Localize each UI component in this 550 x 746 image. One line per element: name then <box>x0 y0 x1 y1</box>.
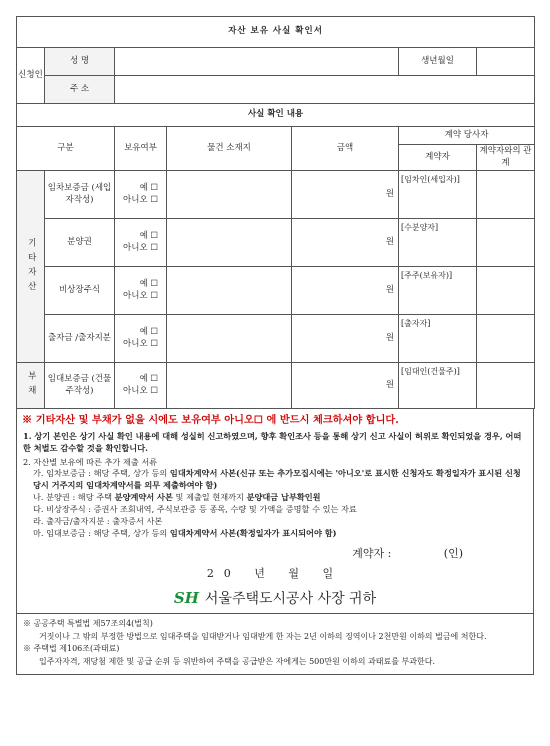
amount-field[interactable]: 원 <box>292 219 399 267</box>
contractor-field[interactable]: [임차인(세입자)] <box>399 171 477 219</box>
law2-body: 입주자자격, 재당첨 제한 및 공급 순위 등 위반하여 주택을 공급받은 자에게는 500만원 이하의 과태료를 부과한다. <box>39 656 435 666</box>
row-item: 임대보증금 (건물주작성) <box>45 363 115 409</box>
contractor-field[interactable]: [주주(보유자)] <box>399 267 477 315</box>
header-location: 물건 소재지 <box>167 127 292 171</box>
relation-field[interactable] <box>477 315 535 363</box>
doc-item-na: 나. 분양권 : 해당 주택 분양계약서 사본 및 제출일 현재까지 분양대금 납부확인원 <box>33 492 321 503</box>
header-owned: 보유여부 <box>115 127 167 171</box>
owned-checkbox[interactable]: 예 ☐ 아니오 ☐ <box>115 315 167 363</box>
statement-section <box>16 409 534 614</box>
owned-checkbox[interactable]: 예 ☐ 아니오 ☐ <box>115 219 167 267</box>
relation-field[interactable] <box>477 267 535 315</box>
amount-field[interactable]: 원 <box>292 171 399 219</box>
signature-line[interactable]: 계약자 : (인) <box>352 546 463 560</box>
name-label: 성 명 <box>45 48 115 76</box>
header-parties: 계약 당사자 <box>399 127 535 145</box>
location-field[interactable] <box>167 315 292 363</box>
contractor-field[interactable]: [수분양자] <box>399 219 477 267</box>
header-category: 구분 <box>17 127 115 171</box>
document-title: 자산 보유 사실 확인서 <box>17 17 535 48</box>
row-item: 임차보증금 (세입자작성) <box>45 171 115 219</box>
asset-row <box>17 171 535 219</box>
recipient-line: SH 서울주택도시공사 사장 귀하 <box>173 588 377 607</box>
location-field[interactable] <box>167 219 292 267</box>
header-amount: 금액 <box>292 127 399 171</box>
law2-title: ※ 주택법 제106조(과태료) <box>23 644 120 654</box>
doc-item-ma: 마. 임대보증금 : 해당 주택, 상가 등의 임대차계약서 사본(확정일자가 표시되어야 함) <box>33 527 337 538</box>
relation-field[interactable] <box>477 363 535 409</box>
doc-item-da: 다. 비상장주식 : 증권사 조회내역, 주식보관증 등 종목, 수량 및 가액을 증명할 수 있는 자료 <box>33 504 357 515</box>
group-other-assets: 기타자산 <box>17 171 45 363</box>
relation-field[interactable] <box>477 219 535 267</box>
asset-row <box>17 315 535 363</box>
amount-field[interactable]: 원 <box>292 267 399 315</box>
row-item: 분양권 <box>45 219 115 267</box>
contractor-field[interactable]: [임대인(건물주)] <box>399 363 477 409</box>
asset-row <box>17 267 535 315</box>
row-item: 출자금 /출자지분 <box>45 315 115 363</box>
debt-row <box>17 363 535 409</box>
date-line[interactable]: 20 년 월 일 <box>206 566 344 580</box>
legal-notes <box>16 614 534 675</box>
document-page <box>16 16 534 675</box>
confirmation-form <box>16 16 535 409</box>
birth-field[interactable] <box>477 48 535 76</box>
birth-label: 생년월일 <box>399 48 477 76</box>
name-field[interactable] <box>115 48 399 76</box>
doc-item-ra: 라. 출자금/출자지분 : 출자증서 사본 <box>33 516 163 527</box>
law1-title: ※ 공공주택 특별법 제57조의4(벌칙) <box>23 619 153 629</box>
applicant-label: 신청인 <box>17 48 45 104</box>
address-label: 주 소 <box>45 76 115 104</box>
location-field[interactable] <box>167 267 292 315</box>
row-item: 비상장주식 <box>45 267 115 315</box>
owned-checkbox[interactable]: 예 ☐ 아니오 ☐ <box>115 363 167 409</box>
owned-checkbox[interactable]: 예 ☐ 아니오 ☐ <box>115 267 167 315</box>
docs-title: 2. 자산별 보유에 따른 추가 제출 서류 <box>23 456 158 467</box>
section-title: 사실 확인 내용 <box>17 104 535 127</box>
amount-field[interactable]: 원 <box>292 363 399 409</box>
group-debt: 부채 <box>17 363 45 409</box>
header-relation: 계약자와의 관계 <box>477 145 535 171</box>
location-field[interactable] <box>167 363 292 409</box>
owned-checkbox[interactable]: 예 ☐ 아니오 ☐ <box>115 171 167 219</box>
law1-body: 거짓이나 그 밖의 부정한 방법으로 임대주택을 임대받거나 임대받게 한 자는 2년 이하의 징역이나 2천만원 이하의 벌금에 처한다. <box>39 631 487 641</box>
warning-text: ※ 기타자산 및 부채가 없을 시에도 보유여부 아니오☐ 에 반드시 체크하셔야 합니다. <box>22 414 399 426</box>
amount-field[interactable]: 원 <box>292 315 399 363</box>
location-field[interactable] <box>167 171 292 219</box>
contractor-field[interactable]: [출자자] <box>399 315 477 363</box>
pledge-text: 1. 상기 본인은 상기 사실 확인 내용에 대해 성실히 신고하였으며, 향후 확인조사 등을 통해 상기 신고 사실이 허위로 확인되었을 경우, 어떠한 처벌도 감수할 것을 확인합니다. <box>23 430 522 453</box>
sh-logo: SH <box>173 588 199 607</box>
address-field[interactable] <box>115 76 535 104</box>
doc-item-ga: 가. 임차보증금 : 해당 주택, 상가 등의 임대차계약서 사본(신규 또는 추가모집시에는 '아니오'로 표시한 신청자도 확정일자가 표시된 신청당시 거주지의 임대차계약서를 의무 제출하여야 함) <box>33 468 521 491</box>
relation-field[interactable] <box>477 171 535 219</box>
header-contractor: 계약자 <box>399 145 477 171</box>
asset-row <box>17 219 535 267</box>
